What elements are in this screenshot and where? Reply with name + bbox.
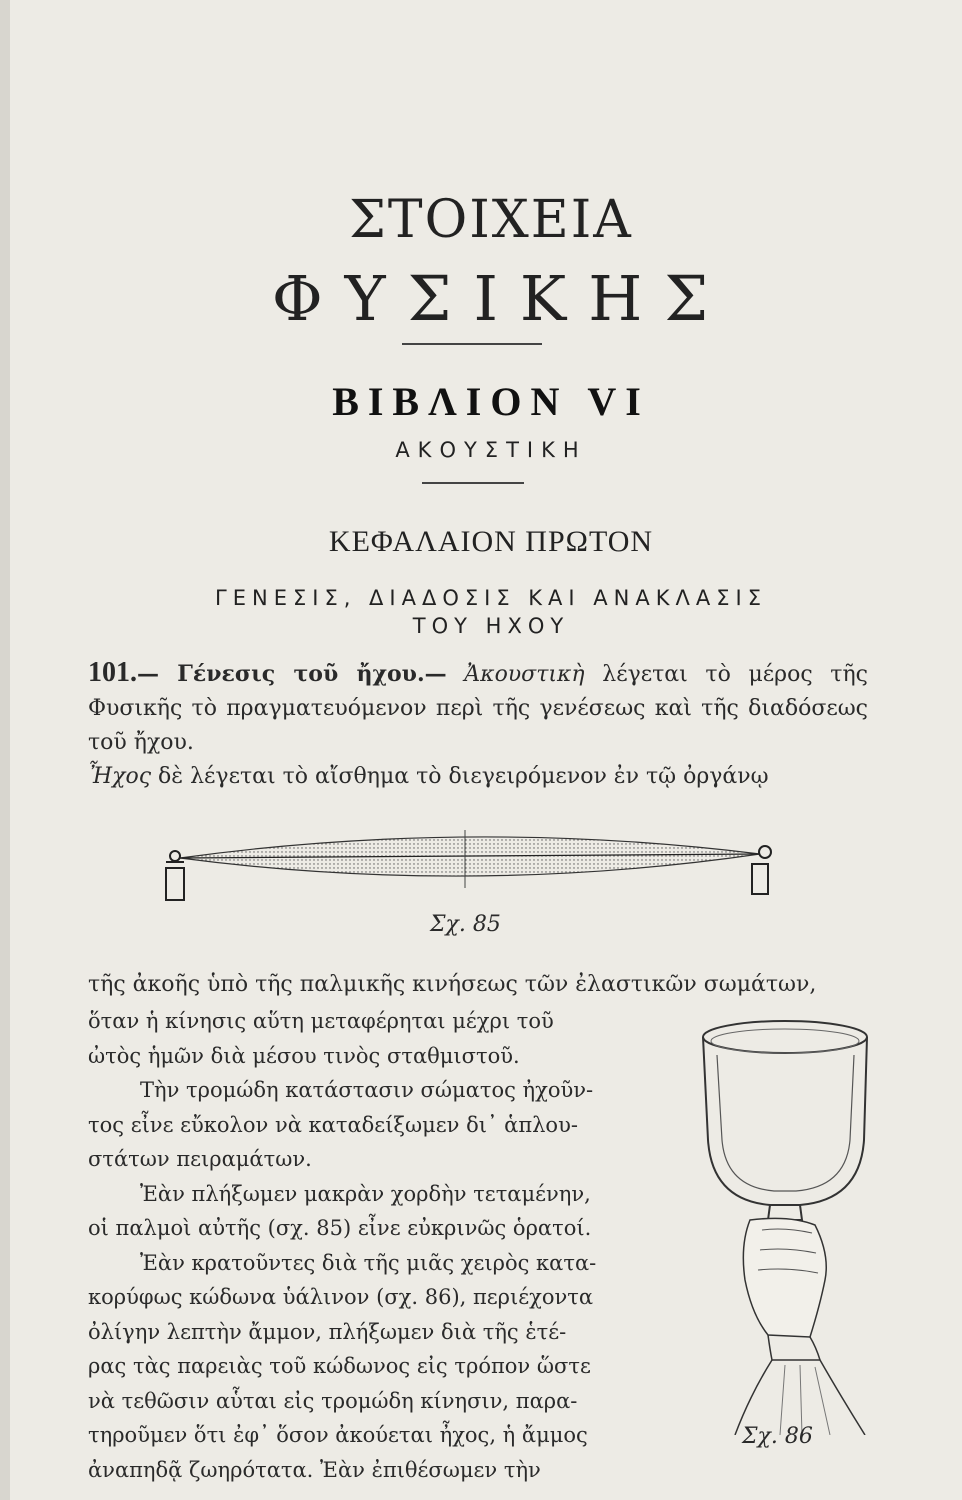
column-line: ὅταν ἡ κίνησις αὕτη μεταφέρηται μέχρι τοῦ [88, 1009, 554, 1033]
section-heading-line1: ΓΕΝΕΣΙΣ, ΔΙΑΔΟΣΙΣ ΚΑΙ ΑΝΑΚΛΑΣΙΣ [215, 586, 767, 610]
title-divider [402, 343, 542, 345]
column-line: νὰ τεθῶσιν αὗται εἰς τρομώδη κίνησιν, παρα- [88, 1388, 578, 1413]
paragraph-number: 101. [88, 657, 137, 688]
book-title-line2: ΦΥΣΙΚΗΣ [271, 262, 731, 335]
section-heading-line2: ΤΟΥ ΗΧΟΥ [412, 614, 570, 638]
chapter-heading: ΚΕΦΑΛΑΙΟΝ ΠΡΩΤΟΝ [328, 525, 654, 558]
body-full-line: τῆς ἀκοῆς ὑπὸ τῆς παλμικῆς κινήσεως τῶν ἐλαστικῶν σωμάτων, [88, 972, 817, 997]
column-line: στάτων πειραμάτων. [88, 1147, 312, 1171]
figure-86-glass-bell [690, 1015, 880, 1435]
column-line: Τὴν τρομώδη κατάστασιν σώματος ἠχοῦν- [140, 1078, 594, 1102]
column-line: ἀναπηδᾷ ζωηρότατα. Ἐὰν ἐπιθέσωμεν τὴν [88, 1457, 541, 1482]
column-line: Ἐὰν κρατοῦντες διὰ τῆς μιᾶς χειρὸς κατα- [140, 1250, 597, 1275]
column-line: τος εἶνε εὔκολον νὰ καταδείξωμεν δι᾽ ἁπλου- [88, 1112, 578, 1137]
paragraph-text: λέγεται τὸ μέρος τῆς Φυσικῆς τὸ πραγματευόμενον περὶ τῆς γενέσεως καὶ τῆς διαδόσεως τοῦ ἤχου. [88, 662, 868, 755]
subject-divider [422, 482, 524, 484]
column-line: Ἐὰν πλήξωμεν μακρὰν χορδὴν τεταμένην, [140, 1181, 591, 1206]
book-number: ΒΙΒΛΙΟΝ VI [332, 379, 650, 424]
paragraph-heading: — Γένεσις τοῦ ἤχου.— [137, 661, 447, 687]
column-line: κορύφως κώδωνα ὑάλινον (σχ. 86), περιέχοντα [88, 1285, 594, 1309]
column-line: ὠτὸς ἡμῶν διὰ μέσου τινὸς σταθμιστοῦ. [88, 1043, 520, 1068]
column-line: ρας τὰς παρειὰς τοῦ κώδωνος εἰς τρόπον ὥστε [88, 1354, 591, 1378]
column-line: οἱ παλμοὶ αὐτῆς (σχ. 85) εἶνε εὐκρινῶς ὁρατοί. [88, 1216, 592, 1240]
column-line: ὀλίγην λεπτὴν ἄμμον, πλήξωμεν διὰ τῆς ἑτέ- [88, 1319, 567, 1344]
body-column [88, 1004, 668, 1487]
book-title-line1: ΣΤΟΙΧΕΙΑ [349, 190, 633, 250]
paragraph-term-2: Ἦχος [88, 764, 152, 789]
figure-86-caption: Σχ. 86 [742, 1424, 813, 1449]
paragraph-text-2: δὲ λέγεται τὸ αἴσθημα τὸ διεγειρόμενον ἐν τῷ ὀργάνῳ [151, 764, 769, 789]
book-subject: ΑΚΟΥΣΤΙΚΗ [395, 438, 587, 462]
column-line: τηροῦμεν ὅτι ἐφ᾽ ὅσον ἀκούεται ἦχος, ἡ ἄμμος [88, 1423, 588, 1447]
figure-85-caption: Σχ. 85 [430, 912, 501, 937]
paragraph-term: Ἀκουστικὴ [464, 662, 585, 687]
paragraph-101 [88, 656, 868, 794]
figure-85-vibrating-string [160, 810, 790, 910]
